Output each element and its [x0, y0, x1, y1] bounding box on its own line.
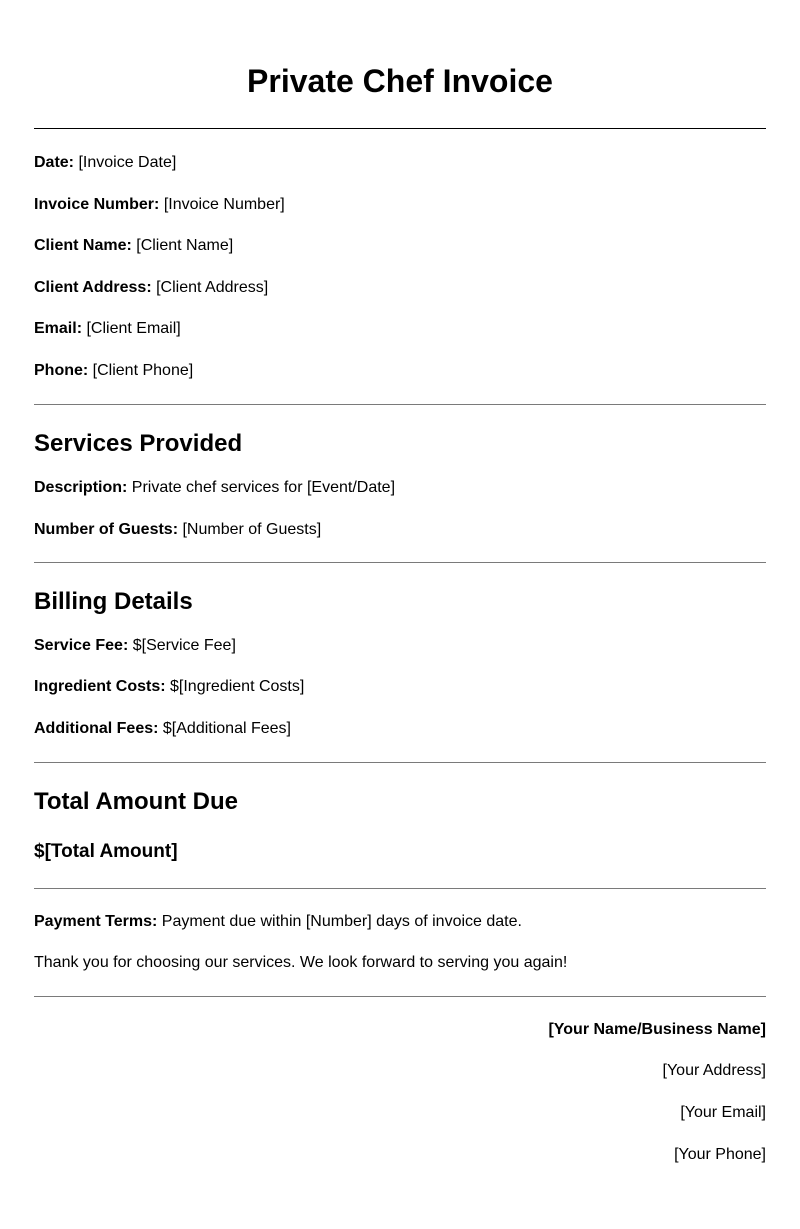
description-label: Description:	[34, 479, 128, 496]
total-heading: Total Amount Due	[34, 788, 238, 815]
client-name-value: [Client Name]	[136, 237, 234, 254]
ingredient-costs-label: Ingredient Costs:	[34, 678, 166, 695]
services-heading: Services Provided	[34, 430, 243, 457]
invoice-number-label: Invoice Number:	[34, 196, 160, 213]
description-value: Private chef services for [Event/Date]	[131, 479, 396, 496]
guests-field	[34, 520, 766, 540]
additional-fees-value: $[Additional Fees]	[162, 720, 291, 737]
services-section	[34, 405, 766, 540]
sender-email: [Your Email]	[680, 1104, 766, 1121]
client-name-field	[34, 236, 766, 256]
guests-label: Number of Guests:	[34, 521, 179, 538]
guests-value: [Number of Guests]	[182, 521, 322, 538]
ingredient-costs-field	[34, 677, 766, 697]
email-field	[34, 319, 766, 339]
invoice-number-field	[34, 195, 766, 215]
ingredient-costs-value: $[Ingredient Costs]	[170, 678, 305, 695]
page-title: Private Chef Invoice	[247, 63, 553, 99]
invoice-number-value: [Invoice Number]	[163, 196, 285, 213]
phone-field	[34, 361, 766, 381]
terms-section	[34, 889, 766, 973]
total-amount: $[Total Amount]	[34, 841, 178, 862]
client-info-section	[34, 129, 766, 381]
sender-name: [Your Name/Business Name]	[548, 1021, 766, 1038]
client-address-label: Client Address:	[34, 279, 152, 296]
description-field	[34, 478, 766, 498]
service-fee-value: $[Service Fee]	[132, 637, 236, 654]
additional-fees-label: Additional Fees:	[34, 720, 159, 737]
payment-terms-value: Payment due within [Number] days of invoice date.	[161, 913, 522, 930]
service-fee-field	[34, 636, 766, 656]
payment-terms-label: Payment Terms:	[34, 913, 158, 930]
date-field	[34, 153, 766, 173]
date-label: Date:	[34, 154, 75, 171]
payment-terms-field	[34, 912, 766, 932]
sender-section	[34, 997, 766, 1165]
sender-address: [Your Address]	[662, 1062, 766, 1079]
sender-phone: [Your Phone]	[674, 1146, 766, 1163]
client-address-field	[34, 278, 766, 298]
phone-value: [Client Phone]	[92, 362, 194, 379]
billing-heading: Billing Details	[34, 588, 193, 615]
additional-fees-field	[34, 719, 766, 739]
invoice-page	[34, 0, 766, 1165]
client-address-value: [Client Address]	[156, 279, 269, 296]
phone-label: Phone:	[34, 362, 89, 379]
thank-you-note: Thank you for choosing our services. We look forward to serving you again!	[34, 954, 568, 971]
billing-section	[34, 563, 766, 739]
service-fee-label: Service Fee:	[34, 637, 129, 654]
date-value: [Invoice Date]	[78, 154, 177, 171]
client-name-label: Client Name:	[34, 237, 132, 254]
email-label: Email:	[34, 320, 83, 337]
email-value: [Client Email]	[86, 320, 181, 337]
total-section	[34, 763, 766, 863]
